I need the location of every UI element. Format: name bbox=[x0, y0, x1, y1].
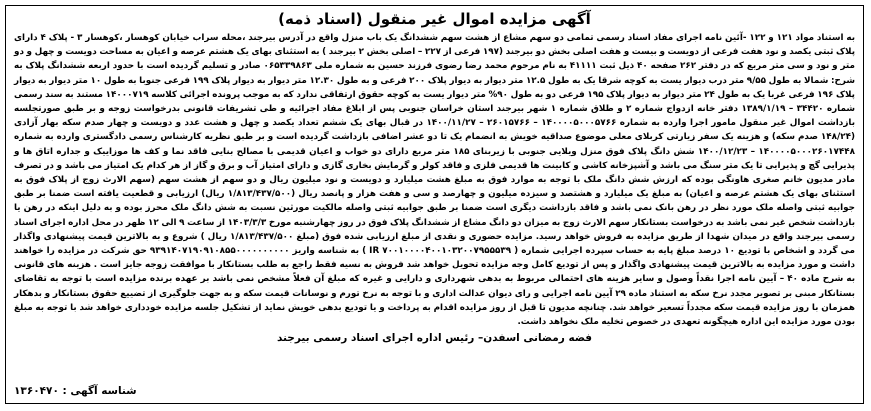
notice-id: شناسه آگهی : ۱۳۶۰۴۷۰ bbox=[14, 385, 137, 397]
auction-notice bbox=[5, 5, 864, 404]
notice-body: به استناد مواد ۱۲۱ و ۱۲۲ -آئین نامه اجرای مفاد اسناد رسمی تمامی دو سهم مشاع از هشت سهم ششدانگ یک باب منزل واقع در آدرس بیرجند ،محله سراب خیابان کوهسار ،کوهسار ۳ - پلاک ۴ دارای پلاک ثبتی یکصد و نود هفت فرعی از دویست و بیست و هفت اصلی بخش دو بیرجند (۱۹۷ فرعی از ۲۲۷ – اصلی بخش ۲ بیرجند ) به استثنای بهای یک هشتم عرصه و اعیان به مساحت دویست و چهل و دو متر و نود و سی متر مربع که در دفتر ۲۶۲ صفحه ۴۰ ذیل ثبت ۴۱۱۱۱ به نام مرحوم محمد رضا رضوی فرزند حسین به شماره ملی ۰۶۵۳۳۹۸۶۳ صادر و تسلیم گردیده است با حدود اربعه ششدانگ پلاک به شرح: شمالا به طول ۹/۵۵ متر درب دیوار یست به کوچه شرقا یک به طول ۱۲.۵ متر دیوار به دیوار پلاک ۲۰۰ فرعی و به طول ۱۲.۳۰ متر دیوار به دیوار پلاک ۱۹۹ فرعی جنوبا به طول ۱۰ متر دیوار به دیوار پلاک ۱۹۶ فرعی غربا یک به طول ۲۴ متر دیوار به دیوار پلاک ۱۹۵ فرعی دو به طول ۹۰% متر دیوار یست به کوچه حقوق ارتفاقی ندارد که به موجب پرونده اجرائی کلاسه ۱۴۰۰۰۷۱۹ مستند به سند رسمی شماره ۳۴۴۲۰ – ۱۳۸۹/۱/۱۹ دفتر خانه ازدواج شماره ۲ و طلاق شماره ۱ شهر بیرجند استان خراسان جنوبی پس از ابلاغ مفاد اجرائیه و طی تشریفات قانونی بدرخواست زوجه و بر طبق صورتجلسه بازداشت اموال غیر منقول مامور اجرا وارده به شماره ۱۴۰۰۰۰۵۰۰۰۵۷۶۶ – ۲۶۰۱۵۷۶۶ – ۱۴۰۰/۱۱/۲۷ در قبال بهای یک ششم تعداد یکصد و چهل و هشت عدد و دویست و چهار صدم سکه بهار آزادی (۱۴۸/۲۴ صدم سکه) و هزینه یک سفر زیارتی کربلای معلی موضوع صداقیه خویش به انضمام یک تا دو عشر اضافی بازداشت گردیده است و بر طبق نظریه کارشناس رسمی دادگستری وارده به شماره ۱۴۰۰۰۰۵۰۰۰۲۶۰۱۷۴۴۸ – ۱۴۰۰/۱۲/۲۳ شش دانگ پلاک فوق منزل ویلایی جنوبی با زیربنای ۱۸۵ متر مربع دارای دو خواب و اعیان قدیمی با مصالح بنایی فاقد نما و کف ها موزاییک و جداره اتاق ها و پذیرایی گچ و پذیرایی تا یک متر سنگ می باشد و آشپزخانه کاشی و کابینت ها قدیمی فلزی و فاقد کولر و گرمایش بخاری گازی و دارای امتیاز آب و برق و گاز از هر کدام یک امتیاز می باشد و در تصرف مادر مدیون خانم صغری هاونگی بوده که ارزش شش دانگ ملک با توجه به موارد فوق به مبلغ هشت میلیارد و دویست و نود میلیون ریال و دو سهم از هشت سهم (سهم الارث زوج از پلاک فوق به استثنای بهای یک هشتم عرصه و اعیان) به مبلغ یک میلیارد و هشتصد و سیزده میلیون و چهارصد و سی و هفت هزار و پانصد ریال (۱/۸۱۳/۴۳۷/۵۰۰ ریال) ارزیابی و قطعیت یافته است ضمنا بر طبق جوابیه ثبتی واصله ملک مورد نظر در رهن بانک نمی باشد و فاقد بازداشت دیگری است ضمنا بر طبق جوابیه ثبتی واصله مالکیت مورثین نسبت به شش دانگ ملک محرز بوده و به دلیل اینکه در رهن یا بازداشت شخص غیر نمی باشد به درخواست بستانکار سهم الارث زوج به میزان دو دانگ مشاع از ششدانگ پلاک فوق در روز چهارشنبه مورخ ۱۴۰۳/۳/۳ از ساعت ۹ الی ۱۲ ظهر در محل اداره اجرای اسناد رسمی بیرجند واقع در میدان شهدا از طریق مزایده به فروش خواهد رسید. مزایده حضوری و نقدی از مبلغ ارزیابی شده فوق (مبلغ ۱/۸۱۳/۴۳۷/۵۰۰ ریال ) شروع و به بالاترین قیمت پیشنهادی واگذار می گردد و اشخاص با تودیع ۱۰ درصد مبلغ پایه به حساب سپرده اجرایی شماره ( IR ۷۰۰۱۰۰۰۰۴۰۰۱۰۳۲۰۰۷۹۵۵۵۳۹ ) به شناسه واریز ۹۳۹۱۴۰۷۱۹۰۹۱۰۸۵۵۰۰۰۰۰۰۰۰۰۰ حق شرکت در مزایده را خواهند داشت و مورد مزایده به بالاترین قیمت پیشنهادی واگذار و پس از تودیع کامل وجه مزایده تحویل خواهد شد فروش به نسیه فقط راجع به طلب بستانکار با موافقت زوجه جایز است . هزینه های قانونی به شرح ماده ۴۰ – آیین نامه اجرا نقداً وصول و سایر هزینه های احتمالی مربوط به بدهی شهرداری و دارایی و غیره که مبلغ آن فعلاً مشخص نمی باشد بر عهده برنده مزایده است با توجه به تقاضای بستانکار مبنی بر تصویر مجدد نرخ سکه به استناد ماده ۲۹ آیین نامه اجرایی و رای دیوان عدالت اداری و با توجه به نرخ تورم و نوسانات قیمت سکه و به جهت جلوگیری از تضییع حقوق بستانکار و بدهکار همزمان با روز مزایده قیمت سکه مجدداً تسعیر خواهد شد. چنانچه مدیون تا قبل از روز مزایده اقدام به پرداخت و یا تودیع بدهی خویش نماید از تشکیل جلسه مزایده خودداری خواهد شد با توجه به مبلغ بودن مورد مزایده این اداره هیچگونه تعهدی در خصوص تخلیه ملک نخواهد داشت. bbox=[14, 33, 856, 328]
notice-title: آگهی مزایده اموال غیر منقول (اسناد ذمه) bbox=[278, 10, 591, 28]
notice-signature: فضه رمضانی اسفدن– رئیس اداره اجرای اسناد رسمی بیرجند bbox=[276, 332, 593, 345]
